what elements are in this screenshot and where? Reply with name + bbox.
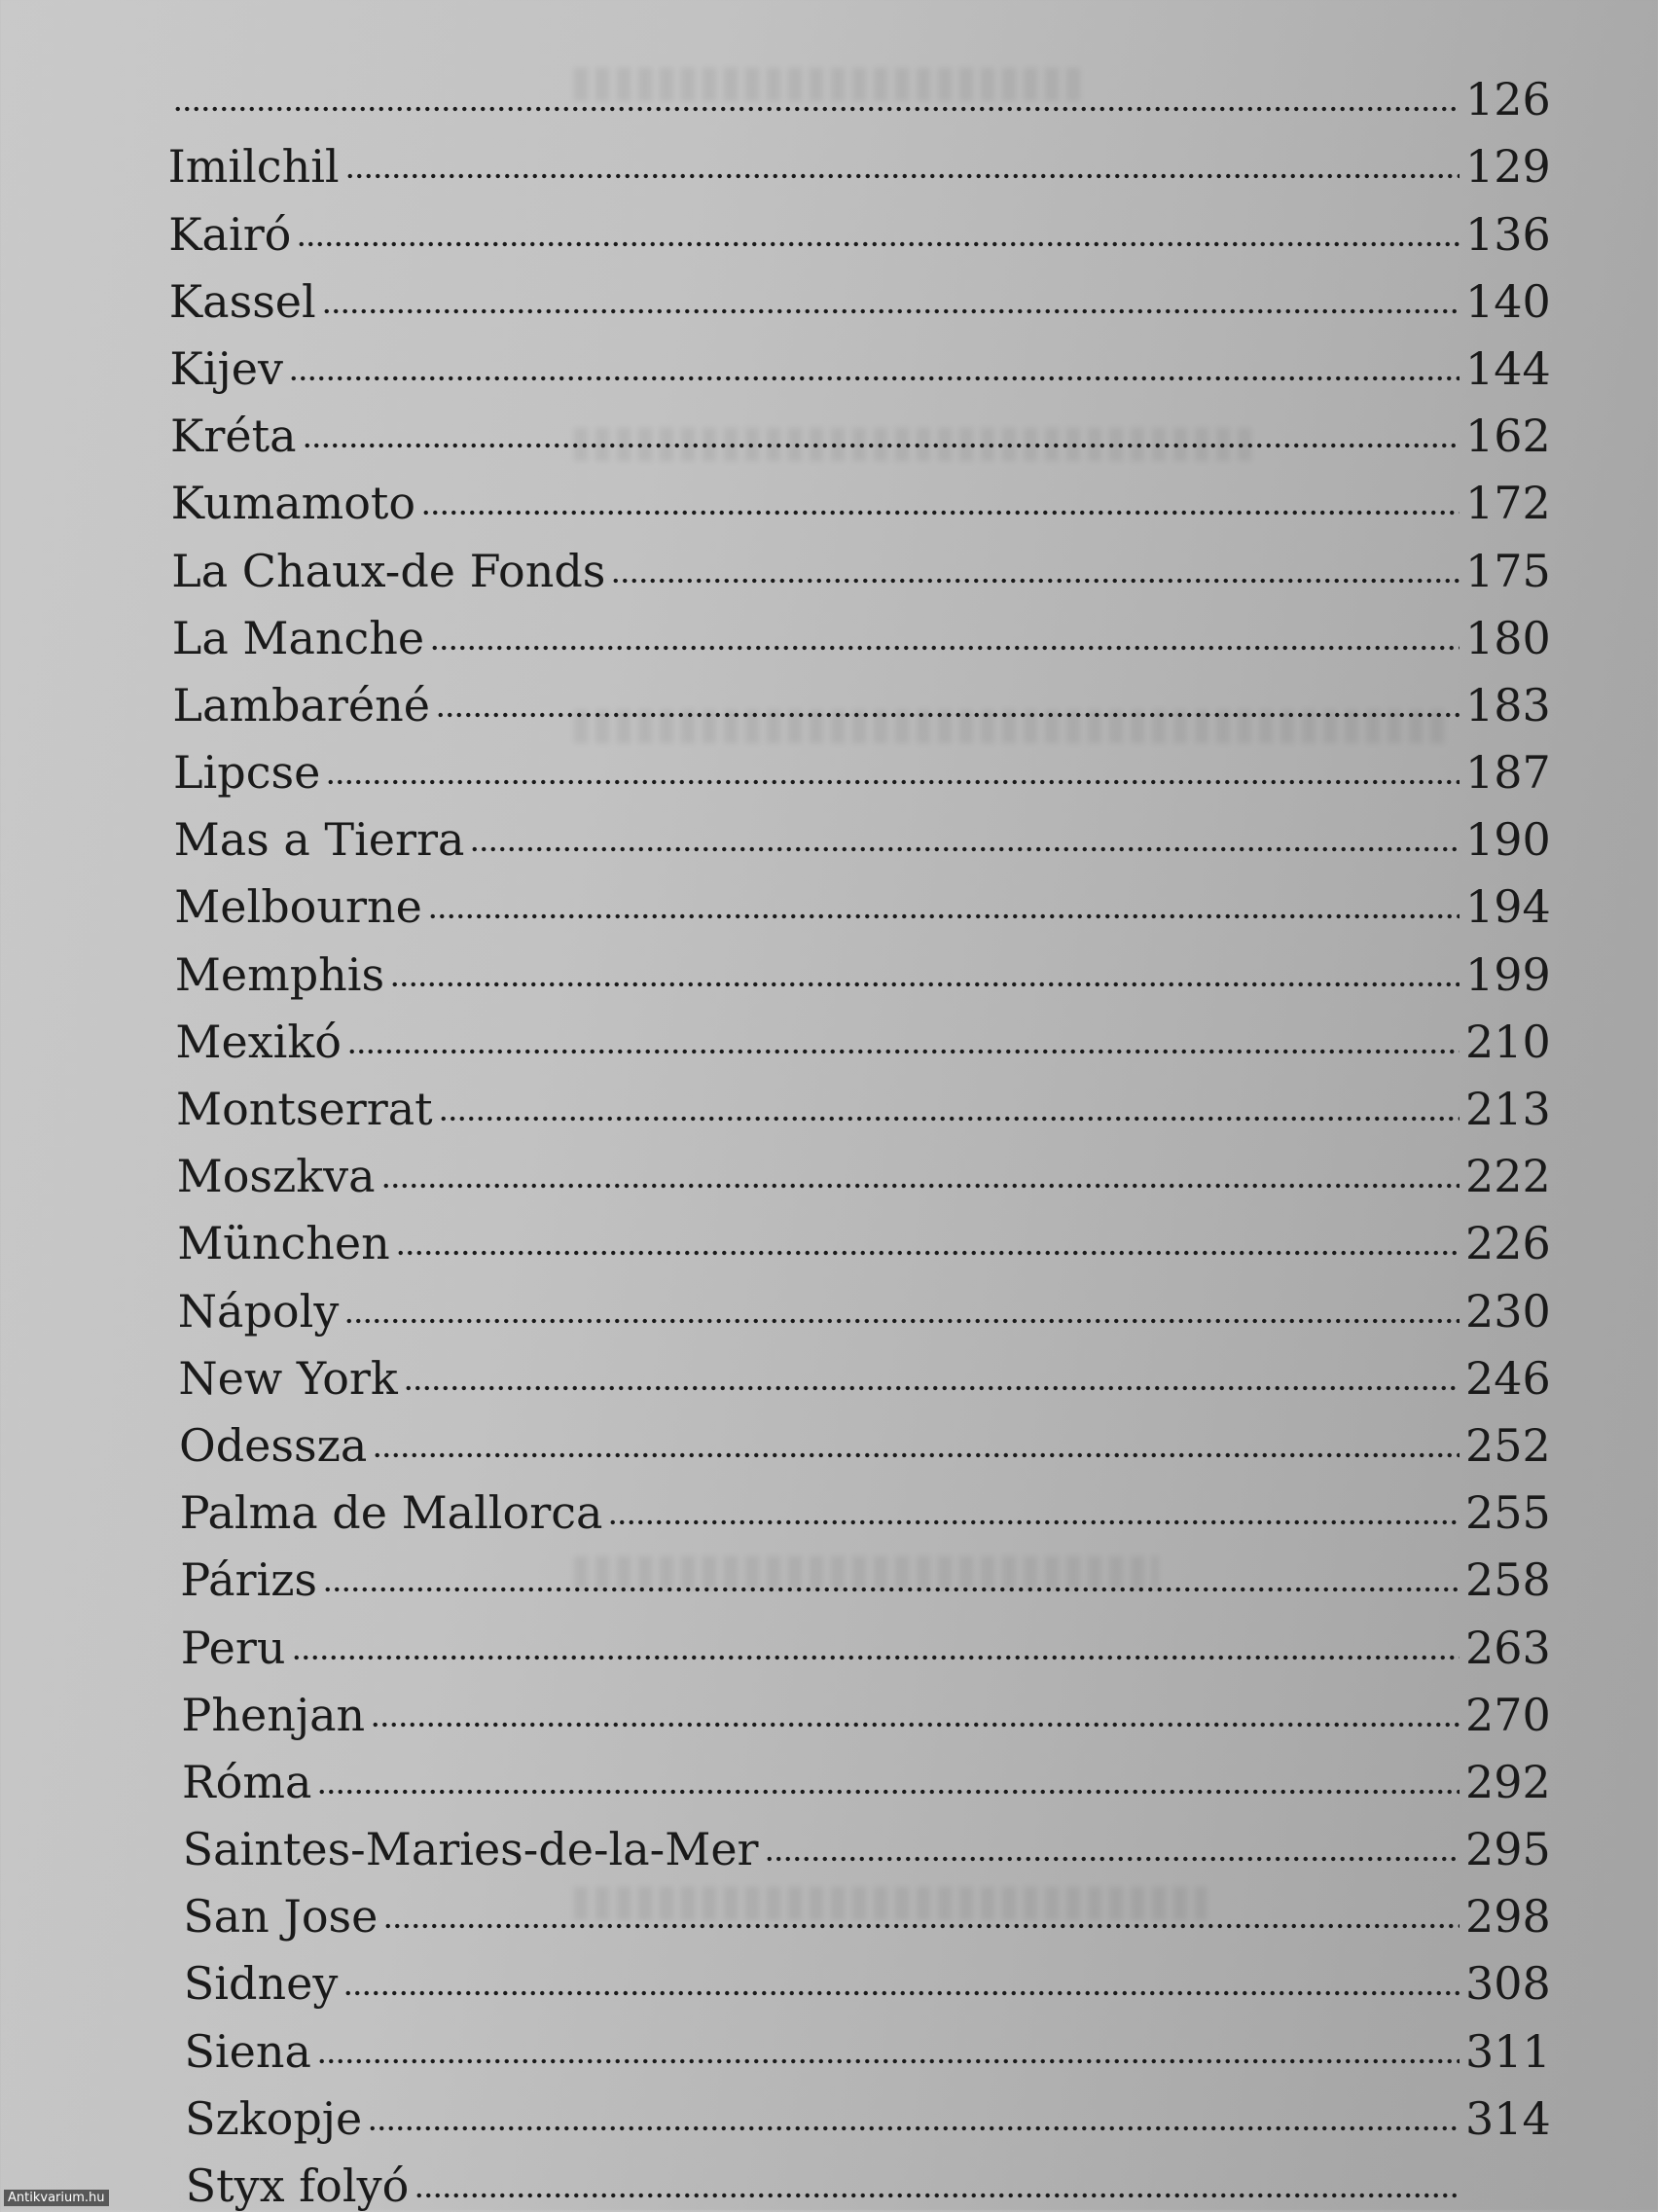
entry-page-number: 226: [1465, 1217, 1551, 1270]
toc-entry: [177, 1266, 1551, 1338]
dot-leader: [347, 1047, 1460, 1056]
entry-page-number: 172: [1465, 477, 1551, 530]
dot-leader: [608, 1517, 1460, 1527]
toc-entry: [168, 189, 1551, 261]
dot-leader: [390, 980, 1460, 989]
dot-leader: [373, 1450, 1460, 1460]
entry-title: Peru: [180, 1621, 286, 1674]
entry-page-number: 298: [1465, 1890, 1551, 1944]
toc-entry: [174, 862, 1551, 934]
dot-leader: [289, 374, 1460, 383]
toc-entry: [183, 1939, 1551, 2011]
toc-entry: [178, 1334, 1551, 1405]
toc-entry: [174, 929, 1551, 1001]
entry-page-number: 311: [1465, 2024, 1551, 2078]
dot-leader: [383, 1921, 1460, 1931]
dot-leader: [371, 1720, 1460, 1730]
dot-leader: [292, 1653, 1460, 1662]
entry-page-number: 270: [1465, 1688, 1551, 1741]
entry-title: La Manche: [171, 611, 425, 664]
toc-entry: [176, 1131, 1551, 1203]
entry-page-number: 140: [1465, 274, 1551, 328]
entry-title: Saintes-Maries-de-la-Mer: [182, 1823, 759, 1876]
toc-entry: [169, 324, 1551, 395]
dot-leader: [323, 1585, 1460, 1594]
entry-title: Kassel: [168, 274, 316, 328]
toc-entry: [181, 1670, 1551, 1741]
entry-page-number: 252: [1465, 1418, 1551, 1472]
entry-title: Mas a Tierra: [173, 813, 465, 867]
toc-entry: [168, 257, 1551, 328]
entry-page-number: 190: [1465, 813, 1551, 867]
toc-entry: [182, 1804, 1551, 1876]
entry-title: Melbourne: [174, 880, 422, 934]
dot-leader: [345, 171, 1460, 181]
dot-leader: [322, 306, 1460, 316]
watermark: Antikvarium.hu: [4, 2190, 109, 2206]
dot-leader: [611, 576, 1460, 586]
toc-entry: [180, 1535, 1551, 1607]
entry-page-number: 129: [1465, 140, 1551, 194]
dot-leader: [765, 1854, 1460, 1864]
toc-entry: [175, 997, 1551, 1068]
entry-title: Montserrat: [176, 1083, 433, 1135]
entry-title: Nápoly: [177, 1284, 340, 1338]
entry-page-number: 263: [1465, 1621, 1551, 1674]
dot-leader: [297, 239, 1460, 249]
entry-page-number: 308: [1465, 1957, 1551, 2011]
entry-page-number: 295: [1465, 1823, 1551, 1876]
toc-entry: [171, 593, 1551, 664]
toc-entry: [167, 54, 1551, 126]
entry-title: New York: [178, 1351, 398, 1405]
entry-title: Styx folyó: [185, 2159, 410, 2212]
dot-leader: [414, 2191, 1460, 2200]
dot-leader: [343, 1988, 1460, 1998]
dot-leader: [173, 104, 1460, 114]
toc-entry: [173, 728, 1551, 800]
dot-leader: [396, 1248, 1460, 1258]
entry-title: La Chaux-de Fonds: [171, 544, 606, 597]
entry-page-number: 292: [1465, 1755, 1551, 1808]
toc-entry: [184, 2006, 1551, 2078]
toc-entry: [182, 1737, 1551, 1808]
entry-title: Párizs: [180, 1553, 318, 1607]
dot-leader: [381, 1181, 1460, 1191]
entry-page-number: 230: [1465, 1284, 1551, 1338]
toc-entry: [170, 391, 1551, 463]
entry-title: Palma de Mallorca: [179, 1486, 603, 1540]
entry-page-number: 222: [1465, 1150, 1551, 1203]
entry-page-number: 180: [1465, 611, 1551, 664]
dot-leader: [436, 710, 1460, 720]
dot-leader: [428, 911, 1460, 921]
entry-page-number: 144: [1465, 341, 1551, 395]
toc-entry: [183, 1872, 1551, 1944]
toc-entry: [180, 1602, 1551, 1674]
dot-leader: [344, 1316, 1460, 1326]
toc-entry: [176, 1064, 1551, 1135]
toc-entry: [185, 2074, 1551, 2145]
entry-page-number: 213: [1465, 1083, 1551, 1135]
toc-entry: [179, 1468, 1551, 1540]
entry-page-number: 210: [1465, 1015, 1551, 1068]
entry-page-number: 258: [1465, 1553, 1551, 1607]
entry-title: Mexikó: [175, 1015, 342, 1068]
table-of-contents: [167, 54, 1551, 2212]
entry-page-number: 162: [1465, 410, 1551, 463]
dot-leader: [439, 1114, 1460, 1124]
entry-page-number: 183: [1465, 678, 1551, 731]
dot-leader: [470, 844, 1460, 854]
entry-page-number: 136: [1465, 207, 1551, 261]
entry-page-number: 314: [1465, 2091, 1551, 2145]
entry-title: Siena: [184, 2024, 311, 2078]
entry-title: Phenjan: [181, 1688, 366, 1741]
dot-leader: [317, 1787, 1460, 1797]
entry-page-number: 126: [1465, 73, 1551, 126]
entry-title: Kairó: [168, 207, 292, 261]
entry-page-number: 175: [1465, 544, 1551, 597]
toc-entry: [167, 122, 1551, 194]
entry-title: Imilchil: [167, 140, 340, 194]
toc-entry: [171, 525, 1551, 597]
dot-leader: [317, 2056, 1460, 2066]
entry-title: München: [177, 1217, 390, 1270]
toc-entry: [185, 2141, 1549, 2212]
dot-leader: [430, 643, 1460, 653]
entry-title: Sidney: [183, 1957, 339, 2011]
entry-title: Kumamoto: [170, 477, 416, 530]
entry-page-number: 194: [1465, 880, 1551, 934]
entry-title: Kijev: [169, 341, 283, 395]
toc-entry: [173, 795, 1551, 867]
entry-page-number: 199: [1465, 947, 1551, 1001]
entry-page-number: 246: [1465, 1351, 1551, 1405]
entry-page-number: 187: [1465, 746, 1551, 800]
entry-title: Lipcse: [173, 746, 321, 800]
entry-page-number: 255: [1465, 1486, 1551, 1540]
entry-title: Odessza: [179, 1418, 368, 1472]
entry-title: Kréta: [170, 410, 297, 463]
toc-entry: [172, 660, 1551, 731]
entry-title: San Jose: [183, 1890, 378, 1944]
entry-title: Lambaréné: [172, 678, 430, 731]
toc-entry: [179, 1401, 1551, 1472]
dot-leader: [326, 777, 1460, 787]
dot-leader: [368, 2123, 1460, 2133]
toc-entry: [170, 458, 1551, 530]
dot-leader: [303, 441, 1460, 450]
entry-title: Moszkva: [176, 1150, 376, 1203]
dot-leader: [404, 1383, 1460, 1393]
toc-entry: [177, 1198, 1551, 1270]
entry-title: Szkopje: [185, 2091, 363, 2145]
entry-title: Róma: [182, 1755, 312, 1808]
entry-title: Memphis: [174, 947, 385, 1001]
dot-leader: [421, 508, 1460, 517]
